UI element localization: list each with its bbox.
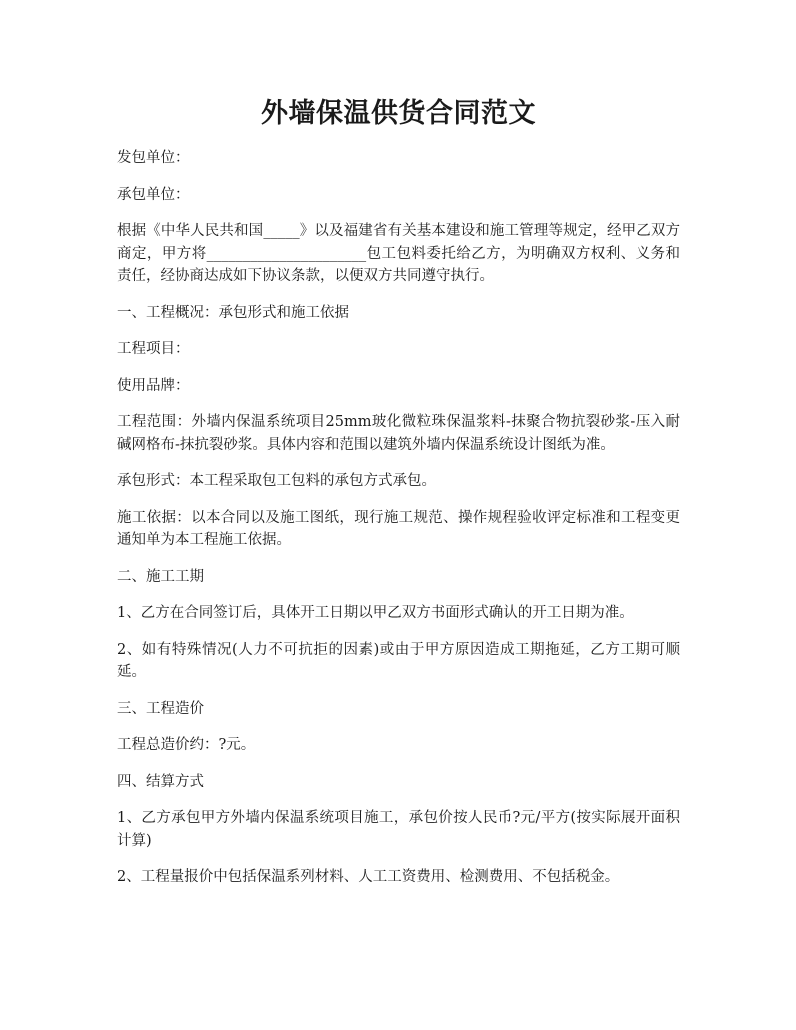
paragraph-schedule-2: 2、如有特殊情况(人力不可抗拒的因素)或由于甲方原因造成工期拖延，乙方工期可顺延。 bbox=[117, 641, 680, 680]
section-heading-overview: 一、工程概况：承包形式和施工依据 bbox=[117, 304, 349, 321]
paragraph-settlement-1: 1、乙方承包甲方外墙内保温系统项目施工，承包价按人民币?元/平方(按实际展开面积计算) bbox=[117, 810, 680, 849]
paragraph-brand: 使用品牌： bbox=[117, 377, 190, 394]
document-body bbox=[117, 147, 680, 889]
paragraph-basis: 施工依据：以本合同以及施工图纸，现行施工规范、操作规程验收评定标准和工程变更通知单为本工程施工依据。 bbox=[117, 509, 680, 548]
paragraph-schedule-1: 1、乙方在合同签订后，具体开工日期以甲乙双方书面形式确认的开工日期为准。 bbox=[117, 605, 634, 621]
paragraph-contractor: 承包单位： bbox=[117, 186, 190, 203]
paragraph-employer: 发包单位： bbox=[117, 150, 190, 166]
section-heading-cost: 三、工程造价 bbox=[117, 700, 204, 717]
paragraph-contract-form: 承包形式：本工程采取包工包料的承包方式承包。 bbox=[117, 473, 436, 489]
paragraph-total-cost: 工程总造价约：?元。 bbox=[117, 737, 256, 753]
paragraph-scope: 工程范围：外墙内保温系统项目25mm玻化微粒珠保温浆料-抹聚合物抗裂砂浆-压入耐碱网格布-抹抗裂砂浆。具体内容和范围以建筑外墙内保温系统设计图纸为准。 bbox=[117, 414, 680, 453]
section-heading-schedule: 二、施工工期 bbox=[117, 568, 204, 585]
paragraph-project: 工程项目： bbox=[117, 341, 190, 357]
paragraph-preamble: 根据《中华人民共和国_____》以及福建省有关基本建设和施工管理等规定，经甲乙双方商定，甲方将______________________包工包料委托给乙方，为明确双方权利、义务和责任，经协商达成如下协议条款，以便双方共同遵守执行。 bbox=[117, 223, 680, 284]
paragraph-settlement-2: 2、工程量报价中包括保温系列材料、人工工资费用、检测费用、不包括税金。 bbox=[117, 869, 620, 885]
document-title: 外墙保温供货合同范文 bbox=[261, 98, 536, 129]
section-heading-settlement: 四、结算方式 bbox=[117, 773, 204, 790]
